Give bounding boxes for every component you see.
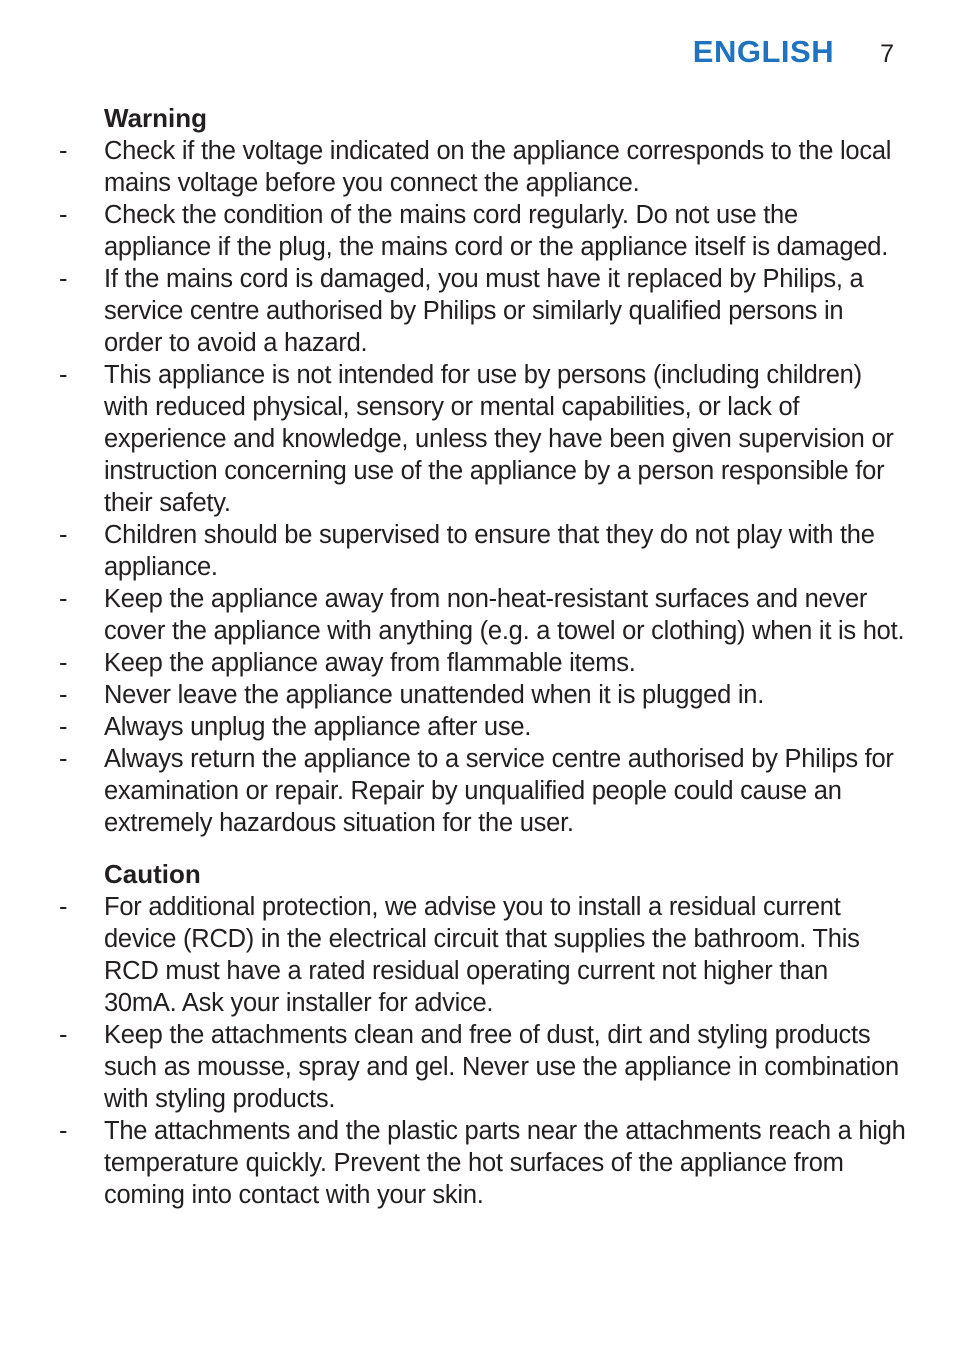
list-item: - Always unplug the appliance after use. (59, 713, 532, 741)
page-number: 7 (880, 40, 894, 68)
list-item: - If the mains cord is damaged, you must have it replaced by Philips, a service centre authorised by Philips or similarly qualified persons in order to avoid a hazard. (59, 265, 864, 357)
warning-heading: Warning (104, 103, 208, 133)
caution-heading: Caution (104, 859, 201, 889)
list-item-text: Children should be supervised to ensure that they do not play with the appliance. (104, 521, 875, 581)
warning-list (56, 135, 906, 839)
list-item: - Check the condition of the mains cord regularly. Do not use the appliance if the plug, the mains cord or the appliance itself is damaged. (59, 201, 889, 261)
list-item-text: For additional protection, we advise you to install a residual current device (RCD) in the electrical circuit that supplies the bathroom. This RCD must have a rated residual operating current not higher than 30mA. Ask your installer for advice. (104, 893, 860, 1017)
list-item: - This appliance is not intended for use by persons (including children) with reduced physical, sensory or mental capabilities, or lack of experience and knowledge, unless they have been given supervision or instruction concerning use of the appliance by a person responsible for their safety. (59, 361, 894, 517)
list-item: - Keep the appliance away from flammable items. (59, 649, 636, 677)
list-item-text: If the mains cord is damaged, you must have it replaced by Philips, a service centre authorised by Philips or similarly qualified persons in order to avoid a hazard. (104, 265, 864, 357)
list-item: - Keep the appliance away from non-heat-resistant surfaces and never cover the appliance with anything (e.g. a towel or clothing) when it is hot. (59, 585, 905, 645)
caution-list (56, 891, 906, 1211)
list-item: - The attachments and the plastic parts near the attachments reach a high temperature quickly. Prevent the hot surfaces of the appliance from coming into contact with your skin. (59, 1117, 906, 1209)
list-item: - Children should be supervised to ensure that they do not play with the appliance. (59, 521, 875, 581)
document-body (56, 101, 906, 1211)
list-item: - For additional protection, we advise you to install a residual current device (RCD) in the electrical circuit that supplies the bathroom. This RCD must have a rated residual operating current not higher than 30mA. Ask your installer for advice. (59, 893, 860, 1017)
list-item: - Check if the voltage indicated on the appliance corresponds to the local mains voltage before you connect the appliance. (59, 137, 892, 197)
page-header (693, 34, 894, 70)
list-item-text: This appliance is not intended for use by persons (including children) with reduced physical, sensory or mental capabilities, or lack of experience and knowledge, unless they have been given supervision or instruction concerning use of the appliance by a person responsible for their safety. (104, 361, 894, 517)
list-item-text: Check the condition of the mains cord regularly. Do not use the appliance if the plug, the mains cord or the appliance itself is damaged. (104, 201, 889, 261)
list-item-text: Check if the voltage indicated on the appliance corresponds to the local mains voltage before you connect the appliance. (104, 137, 892, 197)
list-item-text: Always unplug the appliance after use. (104, 713, 532, 741)
list-item: - Never leave the appliance unattended when it is plugged in. (59, 681, 765, 709)
list-item-text: Keep the appliance away from flammable items. (104, 649, 636, 677)
list-item: - Always return the appliance to a service centre authorised by Philips for examination or repair. Repair by unqualified people could cause an extremely hazardous situation for the user. (59, 745, 894, 837)
list-item-text: Keep the attachments clean and free of dust, dirt and styling products such as mousse, spray and gel. Never use the appliance in combination with styling products. (104, 1021, 899, 1113)
list-item: - Keep the attachments clean and free of dust, dirt and styling products such as mousse, spray and gel. Never use the appliance in combination with styling products. (59, 1021, 899, 1113)
list-item-text: Never leave the appliance unattended when it is plugged in. (104, 681, 765, 709)
list-item-text: Always return the appliance to a service centre authorised by Philips for examination or repair. Repair by unqualified people could cause an extremely hazardous situation for the user. (104, 745, 894, 837)
language-label: ENGLISH (692, 34, 835, 69)
list-item-text: The attachments and the plastic parts near the attachments reach a high temperature quickly. Prevent the hot surfaces of the appliance from coming into contact with your skin. (104, 1117, 906, 1209)
list-item-text: Keep the appliance away from non-heat-resistant surfaces and never cover the appliance with anything (e.g. a towel or clothing) when it is hot. (104, 585, 905, 645)
